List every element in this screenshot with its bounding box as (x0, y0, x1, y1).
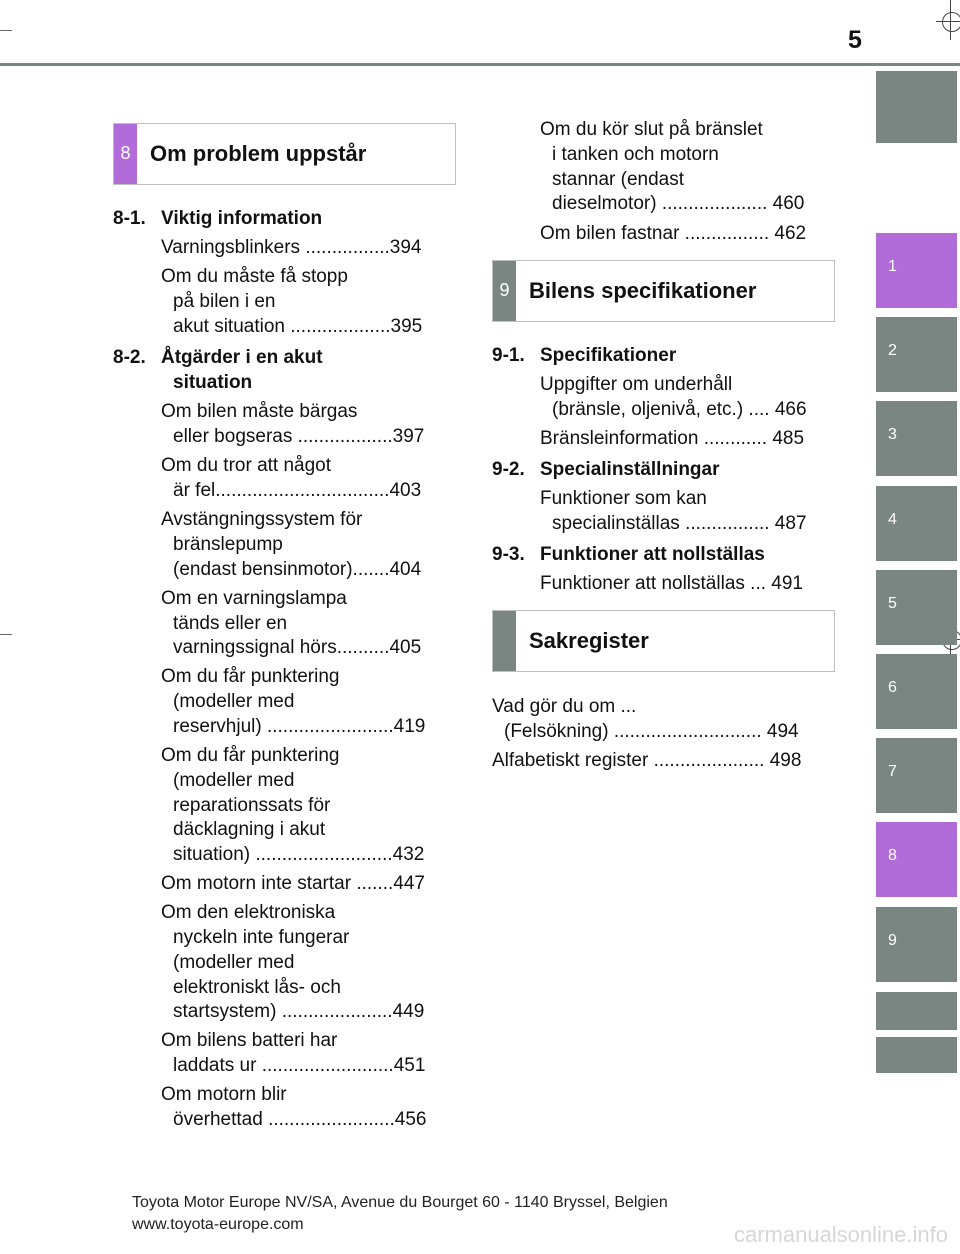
subsection-number: 8-2. (113, 347, 146, 368)
toc-entry[interactable]: Om bilen måste bärgas (161, 401, 358, 422)
toc-entry-line: på bilen i en (173, 291, 276, 312)
subsection-title: Specifikationer (540, 345, 677, 366)
toc-entry-line: bränslepump (173, 534, 283, 555)
chapter-tab-3[interactable]: 3 (876, 401, 957, 476)
subsection-number: 9-2. (492, 459, 525, 480)
toc-entry-line: situation) ..........................432 (173, 844, 425, 865)
section-8-header (113, 123, 456, 185)
toc-entry-line: reparationssats för (173, 795, 331, 816)
toc-entry[interactable]: Om motorn blir (161, 1084, 287, 1105)
toc-entry-line: överhettad ........................456 (173, 1109, 427, 1130)
toc-entry-line: akut situation ...................395 (173, 316, 423, 337)
subsection-title: Åtgärder i en akut (161, 347, 323, 368)
toc-entry[interactable]: Om bilen fastnar ................ 462 (540, 223, 807, 244)
crop-mark (0, 30, 12, 31)
section-title: Sakregister (529, 628, 649, 653)
toc-entry-line: elektroniskt lås- och (173, 977, 341, 998)
section-marker (493, 611, 516, 671)
registration-mark (936, 21, 960, 22)
toc-entry[interactable]: Bränsleinformation ............ 485 (540, 428, 805, 449)
watermark: carmanualsonline.info (733, 1222, 948, 1247)
subsection-title: Specialinställningar (540, 459, 720, 480)
toc-entry[interactable]: Avstängningssystem för (161, 509, 363, 530)
toc-entry-line: (bränsle, oljenivå, etc.) .... 466 (552, 399, 807, 420)
toc-entry[interactable]: Om du får punktering (161, 666, 340, 687)
toc-entry-line: eller bogseras ..................397 (173, 426, 425, 447)
toc-entry-line: stannar (endast (552, 169, 685, 190)
toc-entry[interactable]: Om bilens batteri har (161, 1030, 338, 1051)
toc-entry-line: är fel.................................403 (173, 480, 422, 501)
subsection-title: Funktioner att nollställas (540, 544, 765, 565)
toc-entry-line: (Felsökning) ............................ 494 (504, 721, 799, 742)
chapter-tab-5[interactable]: 5 (876, 570, 957, 645)
subsection-title: Viktig information (161, 208, 323, 229)
crop-mark (0, 634, 12, 635)
chapter-tab-4[interactable]: 4 (876, 486, 957, 561)
toc-entry-line: startsystem) .....................449 (173, 1001, 425, 1022)
subsection-number: 9-3. (492, 544, 525, 565)
footer-address: Toyota Motor Europe NV/SA, Avenue du Bourget 60 - 1140 Bryssel, Belgien (132, 1194, 668, 1211)
toc-entry-line: dieselmotor) .................... 460 (552, 193, 805, 214)
section-9-header (492, 260, 835, 322)
toc-entry-line: tänds eller en (173, 613, 288, 634)
chapter-tab[interactable] (876, 992, 957, 1030)
toc-entry-line: reservhjul) ........................419 (173, 716, 426, 737)
index-header (492, 610, 835, 672)
toc-entry-line: varningssignal hörs..........405 (173, 637, 422, 658)
subsection-number: 9-1. (492, 345, 525, 366)
toc-entry-line: i tanken och motorn (552, 144, 719, 165)
toc-entry[interactable]: Funktioner att nollställas ... 491 (540, 573, 803, 594)
page-number: 5 (848, 26, 862, 54)
toc-entry[interactable]: Om du kör slut på bränslet (540, 119, 763, 140)
toc-entry[interactable]: Om den elektroniska (161, 902, 336, 923)
chapter-tab-7[interactable]: 7 (876, 738, 957, 813)
toc-entry[interactable]: Om du måste få stopp (161, 266, 348, 287)
section-number: 8 (114, 124, 137, 184)
chapter-tab-6[interactable]: 6 (876, 654, 957, 729)
chapter-tab-9[interactable]: 9 (876, 907, 957, 982)
registration-mark (950, 0, 951, 40)
toc-entry[interactable]: Alfabetiskt register ..................... 498 (492, 750, 802, 771)
subsection-number: 8-1. (113, 208, 146, 229)
toc-entry[interactable]: Om du får punktering (161, 745, 340, 766)
chapter-tab[interactable] (876, 1037, 957, 1073)
toc-entry-line: (modeller med (173, 770, 295, 791)
footer-url[interactable]: www.toyota-europe.com (132, 1216, 304, 1233)
toc-entry-line: laddats ur .........................451 (173, 1055, 426, 1076)
section-title: Om problem uppstår (150, 141, 367, 166)
subsection-title: situation (173, 372, 253, 393)
chapter-tab-8[interactable]: 8 (876, 822, 957, 897)
chapter-tab-2[interactable]: 2 (876, 317, 957, 392)
header-rule (0, 63, 960, 66)
registration-mark (942, 12, 960, 32)
toc-entry[interactable]: Varningsblinkers ................394 (161, 237, 422, 258)
toc-entry[interactable]: Om motorn inte startar .......447 (161, 873, 425, 894)
chapter-tab[interactable] (876, 71, 957, 143)
toc-entry-line: (modeller med (173, 691, 295, 712)
toc-entry-line: (endast bensinmotor).......404 (173, 559, 422, 580)
section-number: 9 (493, 261, 516, 321)
toc-entry[interactable]: Funktioner som kan (540, 488, 707, 509)
toc-entry-line: (modeller med (173, 952, 295, 973)
toc-entry-line: specialinställas ................ 487 (552, 513, 807, 534)
toc-entry[interactable]: Om du tror att något (161, 455, 332, 476)
section-title: Bilens specifikationer (529, 278, 757, 303)
toc-entry-line: nyckeln inte fungerar (173, 927, 350, 948)
chapter-tab-1[interactable]: 1 (876, 233, 957, 308)
toc-entry[interactable]: Om en varningslampa (161, 588, 347, 609)
toc-entry[interactable]: Uppgifter om underhåll (540, 374, 733, 395)
toc-entry[interactable]: Vad gör du om ... (492, 696, 637, 717)
toc-entry-line: däcklagning i akut (173, 819, 326, 840)
